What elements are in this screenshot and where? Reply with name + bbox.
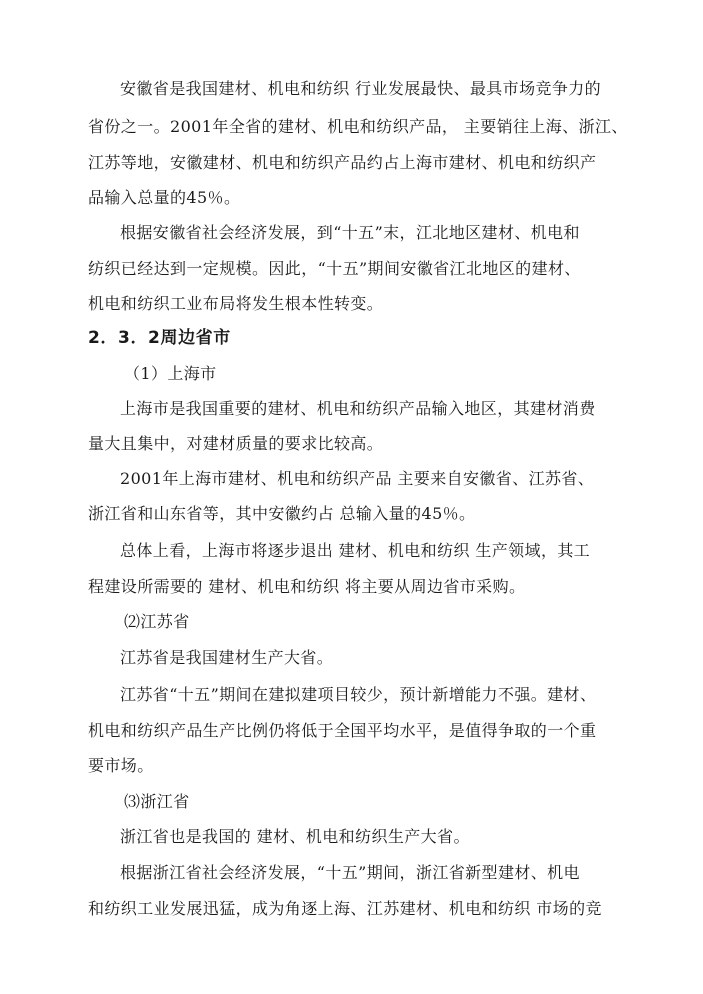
- paragraph-anhui-line-4: 品输入总量的45％。: [88, 188, 241, 207]
- paragraph-zhejiang-2-line-2: 和纺织工业发展迅猛，成为角逐上海、江苏建材、机电和纺织 市场的竞: [88, 899, 602, 918]
- paragraph-shanghai-3-line-1: 总体上看，上海市将逐步退出 建材、机电和纺织 生产领域，其工: [120, 541, 591, 560]
- paragraph-anhui-line-1: 安徽省是我国建材、机电和纺织 行业发展最快、最具市场竞争力的: [120, 79, 602, 98]
- paragraph-shanghai-3-line-2: 程建设所需要的 建材、机电和纺织 将主要从周边省市采购。: [88, 577, 526, 596]
- subsection-title-zhejiang: ⑶浙江省: [124, 792, 190, 811]
- paragraph-shanghai-2-line-2: 浙江省和山东省等，其中安徽约占 总输入量的45％。: [88, 504, 476, 523]
- paragraph-zhejiang-1-line-1: 浙江省也是我国的 建材、机电和纺织生产大省。: [120, 827, 470, 846]
- paragraph-jiangsu-2-line-1: 江苏省“十五”期间在建拟建项目较少，预计新增能力不强。建材、: [120, 685, 597, 704]
- paragraph-shanghai-2-line-1: 2001年上海市建材、机电和纺织产品 主要来自安徽省、江苏省、: [120, 469, 595, 488]
- paragraph-jiangbei-line-1: 根据安徽省社会经济发展，到“十五”末，江北地区建材、机电和: [120, 223, 580, 242]
- subsection-title-shanghai: （1）上海市: [124, 364, 217, 383]
- paragraph-jiangsu-2-line-3: 要市场。: [88, 756, 154, 775]
- paragraph-anhui-line-2: 省份之一。2001年全省的建材、机电和纺织产品， 主要销往上海、浙江、: [88, 117, 628, 136]
- paragraph-jiangbei-line-2: 纺织已经达到一定规模。因此，“十五”期间安徽省江北地区的建材、: [88, 259, 581, 278]
- subsection-title-jiangsu: ⑵江苏省: [124, 612, 190, 631]
- paragraph-shanghai-1-line-2: 量大且集中，对建材质量的要求比较高。: [88, 434, 384, 453]
- paragraph-jiangbei-line-3: 机电和纺织工业布局将发生根本性转变。: [88, 294, 384, 313]
- paragraph-zhejiang-2-line-1: 根据浙江省社会经济发展，“十五”期间，浙江省新型建材、机电: [120, 863, 580, 882]
- paragraph-shanghai-1-line-1: 上海市是我国重要的建材、机电和纺织产品输入地区，其建材消费: [120, 399, 596, 418]
- section-heading: 2．3．2周边省市: [88, 328, 231, 348]
- paragraph-jiangsu-2-line-2: 机电和纺织产品生产比例仍将低于全国平均水平，是值得争取的一个重: [88, 721, 597, 740]
- paragraph-anhui-line-3: 江苏等地，安徽建材、机电和纺织产品约占上海市建材、机电和纺织产: [88, 153, 597, 172]
- paragraph-jiangsu-1-line-1: 江苏省是我国建材生产大省。: [120, 648, 334, 667]
